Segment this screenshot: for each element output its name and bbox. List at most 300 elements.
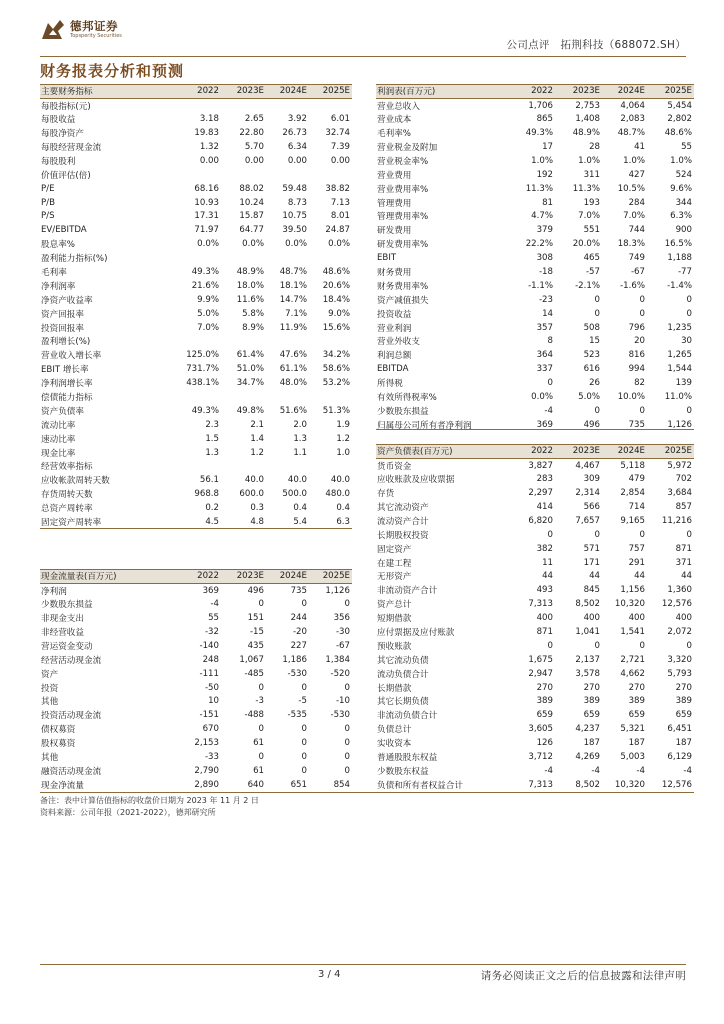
- cell-value: 670: [202, 724, 219, 735]
- cell-value: 1,265: [667, 350, 692, 361]
- cell-value: [266, 98, 309, 112]
- cell-value: 659: [628, 710, 645, 721]
- cell-value: 61.1%: [279, 364, 307, 375]
- cell-value: -20: [292, 627, 307, 637]
- row-label: 管理费用: [377, 198, 412, 209]
- cell-value: 8.9%: [242, 322, 264, 333]
- table-row: [40, 625, 352, 639]
- cell-value: -485: [244, 668, 264, 679]
- disclaimer: 请务必阅读正文之后的信息披露和法律声明: [480, 970, 686, 982]
- row-label: 营业成本: [377, 115, 412, 126]
- cell-value: -33: [204, 752, 219, 763]
- cell-value: 5.0%: [197, 308, 219, 319]
- row-label: 少数股东损益: [377, 406, 429, 417]
- table-row: [376, 140, 694, 154]
- cell-value: 414: [536, 502, 553, 512]
- table-row: [376, 667, 694, 681]
- row-label: 营业利润: [377, 323, 412, 334]
- table-row: [376, 486, 694, 500]
- row-label: 存货: [377, 489, 395, 500]
- table-row: [376, 639, 694, 653]
- cell-value: -1.4%: [667, 280, 692, 291]
- cell-value: 524: [675, 169, 692, 180]
- table-title: 资产负债表(百万元): [376, 445, 506, 459]
- cell-value: 0.0%: [328, 239, 350, 250]
- cell-value: 40.0: [330, 475, 350, 486]
- table-row: [376, 307, 694, 321]
- cell-value: 0: [639, 294, 645, 305]
- cell-value: 20.0%: [572, 239, 600, 250]
- cell-value: 4,237: [575, 724, 600, 735]
- year-header: 2023E: [221, 85, 266, 99]
- cell-value: 10.0%: [617, 392, 645, 403]
- cell-value: 284: [628, 197, 645, 208]
- cell-value: 865: [536, 114, 553, 125]
- company-name-cn: 德邦证券: [70, 19, 118, 33]
- cell-value: 1,067: [239, 654, 264, 665]
- cell-value: 0: [301, 752, 307, 763]
- row-label: P/S: [41, 211, 55, 222]
- table-row: [376, 335, 694, 349]
- table-row: [40, 168, 352, 182]
- cell-value: 192: [536, 169, 553, 180]
- table-row: [40, 196, 352, 210]
- row-label: 负债和所有者权益合计: [377, 780, 463, 791]
- cell-value: 7.39: [330, 142, 350, 152]
- row-label: 资产总计: [377, 600, 412, 611]
- year-header: 2024E: [602, 445, 647, 459]
- cell-value: 7.0%: [578, 211, 600, 222]
- cell-value: [221, 335, 266, 349]
- cell-value: 7,313: [528, 599, 553, 610]
- cell-value: 5,972: [667, 460, 692, 471]
- cell-value: 5,003: [620, 752, 645, 763]
- cell-value: 735: [628, 419, 645, 430]
- cell-value: 171: [583, 557, 600, 568]
- row-label: 长期股权投资: [377, 530, 429, 541]
- table-row: [40, 583, 352, 597]
- cell-value: 291: [628, 557, 645, 568]
- table-row: [40, 223, 352, 237]
- cell-value: 49.3%: [525, 128, 553, 139]
- table-row: [376, 778, 694, 792]
- cell-value: 309: [583, 474, 600, 485]
- cell-value: 4,467: [575, 460, 600, 471]
- cell-value: 1.3: [293, 433, 307, 444]
- table-row: [376, 182, 694, 196]
- cell-value: 0: [301, 724, 307, 735]
- cell-value: 3,605: [528, 724, 553, 735]
- cell-value: 4,064: [620, 100, 645, 111]
- cell-value: 0: [301, 765, 307, 776]
- cell-value: 0: [686, 640, 692, 651]
- table-row: [376, 611, 694, 625]
- table-row: [40, 515, 352, 529]
- cell-value: 28: [589, 142, 600, 152]
- table-row: [376, 597, 694, 611]
- cell-value: 3,712: [528, 752, 553, 763]
- cell-value: 1.0%: [670, 155, 692, 166]
- cell-value: 227: [290, 640, 307, 651]
- row-label: 应收帐款周转天数: [41, 476, 110, 487]
- row-label: 利润总额: [377, 351, 412, 362]
- cell-value: 1,235: [667, 322, 692, 333]
- cell-value: 20.6%: [322, 280, 350, 291]
- cell-value: -50: [204, 682, 219, 693]
- cell-value: 187: [675, 738, 692, 749]
- cell-value: 968.8: [194, 489, 219, 500]
- cell-value: 1,188: [667, 253, 692, 264]
- row-label: 固定资产: [377, 544, 412, 555]
- cell-value: 53.2%: [322, 378, 350, 389]
- cell-value: 1.4: [250, 433, 264, 444]
- cell-value: [266, 460, 309, 474]
- cell-value: 400: [675, 613, 692, 624]
- table-row: [40, 778, 352, 792]
- cell-value: 600.0: [239, 489, 264, 500]
- table-row: [40, 112, 352, 126]
- cell-value: 400: [628, 613, 645, 624]
- cell-value: 0: [594, 405, 600, 416]
- row-label: 盈利能力指标(%): [41, 254, 108, 265]
- cell-value: 508: [583, 322, 600, 333]
- cell-value: 356: [333, 613, 350, 624]
- header-divider: [40, 56, 686, 57]
- cell-value: 571: [583, 543, 600, 554]
- table-row: [376, 500, 694, 514]
- cell-value: 2.65: [244, 114, 264, 125]
- cell-value: 0.0%: [242, 239, 264, 250]
- cell-value: -4: [544, 405, 553, 416]
- table-row: [376, 528, 694, 542]
- table-bottom-rule: [376, 429, 694, 430]
- cell-value: [309, 335, 352, 349]
- row-label: 无形资产: [377, 572, 412, 583]
- cell-value: -32: [204, 627, 219, 637]
- cell-value: [309, 98, 352, 112]
- cell-value: 496: [247, 585, 264, 596]
- table-row: [376, 570, 694, 584]
- year-header: 2022: [506, 85, 555, 99]
- row-label: 每股股利: [41, 156, 76, 167]
- row-label: 股息率%: [41, 240, 75, 251]
- cell-value: [158, 98, 221, 112]
- cell-value: 10: [208, 696, 219, 707]
- row-label: 应付票据及应付账款: [377, 628, 455, 639]
- cell-value: 871: [675, 543, 692, 554]
- cell-value: 3,578: [575, 668, 600, 679]
- cell-value: 7.0%: [197, 322, 219, 333]
- cell-value: -77: [677, 267, 692, 278]
- cell-value: 81: [542, 197, 553, 208]
- cell-value: 55: [208, 613, 219, 624]
- cell-value: 0: [258, 752, 264, 763]
- cell-value: 0.00: [330, 155, 350, 166]
- cash-flow-table: [40, 569, 352, 792]
- cell-value: 1,544: [667, 364, 692, 375]
- cell-value: 56.1: [199, 475, 219, 486]
- year-header: 2023E: [221, 570, 266, 584]
- cell-value: 7,657: [575, 515, 600, 526]
- cell-value: 38.82: [325, 183, 350, 194]
- cell-value: 17.31: [194, 211, 219, 222]
- cell-value: 3,827: [528, 460, 553, 471]
- row-label: 净资产收益率: [41, 295, 93, 306]
- cell-value: 2,721: [620, 654, 645, 665]
- cell-value: 6.3%: [670, 211, 692, 222]
- cell-value: [221, 251, 266, 265]
- cell-value: [266, 168, 309, 182]
- cell-value: 71.97: [194, 225, 219, 236]
- cell-value: 308: [536, 253, 553, 264]
- cell-value: -530: [287, 668, 307, 679]
- cell-value: 0: [686, 529, 692, 540]
- cell-value: 248: [202, 654, 219, 665]
- cell-value: 44: [634, 571, 645, 582]
- cell-value: [158, 168, 221, 182]
- cell-value: 6.34: [287, 142, 307, 152]
- cell-value: 39.50: [282, 225, 307, 236]
- cell-value: 6,451: [667, 724, 692, 735]
- cell-value: 51.6%: [279, 405, 307, 416]
- row-label: 价值评估(倍): [41, 170, 91, 181]
- table-row: [376, 98, 694, 112]
- cell-value: 551: [583, 225, 600, 236]
- cell-value: 22.2%: [525, 239, 553, 250]
- cell-value: [309, 168, 352, 182]
- year-header: 2025E: [309, 570, 352, 584]
- table-row: [40, 736, 352, 750]
- table-row: [40, 708, 352, 722]
- table-row: [376, 154, 694, 168]
- cell-value: 364: [536, 350, 553, 361]
- cell-value: 6.01: [330, 114, 350, 125]
- table-row: [40, 98, 352, 112]
- cell-value: 2,153: [194, 738, 219, 749]
- cell-value: 427: [628, 169, 645, 180]
- row-label: 投资: [41, 683, 59, 694]
- bull-logo-icon: [40, 17, 66, 43]
- cell-value: -67: [630, 267, 645, 278]
- row-label: 在建工程: [377, 558, 412, 569]
- cell-value: 344: [675, 197, 692, 208]
- year-header: 2022: [158, 570, 221, 584]
- row-label: 研发费用率%: [377, 240, 429, 251]
- cell-value: 2,753: [575, 100, 600, 111]
- cell-value: 1,126: [667, 419, 692, 430]
- row-label: 投资回报率: [41, 323, 84, 334]
- cell-value: [266, 251, 309, 265]
- cell-value: 193: [583, 197, 600, 208]
- cell-value: -2.1%: [575, 280, 600, 291]
- data-source: 资料来源：公司年报（2021-2022），德邦研究所: [40, 808, 216, 817]
- table-row: [40, 695, 352, 709]
- table-row: [40, 265, 352, 279]
- cell-value: -3: [255, 696, 264, 707]
- cell-value: 41: [634, 142, 645, 152]
- cell-value: 2.3: [205, 419, 219, 430]
- row-label: 存货周转天数: [41, 490, 93, 501]
- cell-value: 4.5: [205, 517, 219, 528]
- cell-value: 8: [547, 336, 553, 347]
- cell-value: 1.0%: [623, 155, 645, 166]
- cell-value: 7.0%: [623, 211, 645, 222]
- cell-value: 744: [628, 225, 645, 236]
- cell-value: 369: [202, 585, 219, 596]
- cell-value: 11.0%: [664, 392, 692, 403]
- table-row: [40, 126, 352, 140]
- cell-value: 6,820: [528, 515, 553, 526]
- cell-value: 659: [536, 710, 553, 721]
- table-row: [376, 514, 694, 528]
- cell-value: 10.93: [194, 197, 219, 208]
- cell-value: 796: [628, 322, 645, 333]
- cell-value: 0: [639, 529, 645, 540]
- row-label: 所得税: [377, 379, 403, 390]
- cell-value: 2,083: [620, 114, 645, 125]
- cell-value: 8,502: [575, 779, 600, 790]
- row-label: 长期借款: [377, 683, 412, 694]
- cell-value: 2,947: [528, 668, 553, 679]
- cell-value: 49.8%: [236, 405, 264, 416]
- year-header: 2024E: [266, 85, 309, 99]
- cell-value: 0: [639, 640, 645, 651]
- cell-value: -488: [244, 710, 264, 721]
- cell-value: 500.0: [282, 489, 307, 500]
- cell-value: 479: [628, 474, 645, 485]
- cell-value: 0: [301, 682, 307, 693]
- cell-value: 871: [536, 627, 553, 638]
- cell-value: 5.4: [293, 517, 307, 528]
- cell-value: 379: [536, 225, 553, 236]
- cell-value: 438.1%: [186, 378, 219, 389]
- cell-value: 0: [594, 308, 600, 319]
- table-row: [40, 293, 352, 307]
- cell-value: 44: [589, 571, 600, 582]
- cell-value: 20: [634, 336, 645, 347]
- row-label: 营业收入增长率: [41, 351, 102, 362]
- row-label: 少数股东损益: [41, 600, 93, 611]
- cell-value: 0: [258, 682, 264, 693]
- table-row: [40, 653, 352, 667]
- cell-value: 0.00: [287, 155, 307, 166]
- cell-value: 731.7%: [186, 364, 219, 375]
- table-title: 利润表(百万元): [376, 85, 506, 99]
- row-label: 每股经营现金流: [41, 143, 102, 153]
- cell-value: 11: [542, 557, 553, 568]
- cell-value: 12,576: [661, 599, 692, 610]
- cell-value: 58.6%: [322, 364, 350, 375]
- cell-value: 44: [681, 571, 692, 582]
- cell-value: 5.0%: [578, 392, 600, 403]
- table-row: [376, 251, 694, 265]
- row-label: 短期借款: [377, 614, 412, 625]
- cell-value: 55: [681, 142, 692, 152]
- cell-value: -520: [330, 668, 350, 679]
- cell-value: 1,126: [325, 585, 350, 596]
- cell-value: 389: [628, 696, 645, 707]
- cell-value: 11.9%: [279, 322, 307, 333]
- cell-value: 10,320: [614, 779, 645, 790]
- cell-value: 757: [628, 543, 645, 554]
- cell-value: 16.5%: [664, 239, 692, 250]
- row-label: 营业费用: [377, 170, 412, 181]
- cell-value: 2,890: [194, 779, 219, 790]
- cell-value: 1,541: [620, 627, 645, 638]
- cell-value: [221, 168, 266, 182]
- cell-value: 0: [686, 294, 692, 305]
- row-label: 货币资金: [377, 461, 412, 472]
- cell-value: 0.00: [199, 155, 219, 166]
- cell-value: 400: [536, 613, 553, 624]
- cell-value: 0: [547, 529, 553, 540]
- row-label: 毛利率%: [377, 129, 411, 140]
- cell-value: 49.3%: [191, 267, 219, 278]
- cell-value: 6.3: [336, 517, 350, 528]
- row-label: 流动负债合计: [377, 669, 429, 680]
- cell-value: 0: [594, 294, 600, 305]
- row-label: 其它流动资产: [377, 503, 429, 513]
- table-row: [40, 362, 352, 376]
- row-label: 偿债能力指标: [41, 393, 93, 404]
- row-label: 非流动资产合计: [377, 586, 438, 597]
- row-label: 非经营收益: [41, 628, 84, 638]
- table-row: [376, 542, 694, 556]
- cell-value: 0.00: [244, 155, 264, 166]
- row-label: EBIT: [377, 253, 397, 264]
- cell-value: 0: [547, 378, 553, 389]
- cell-value: 854: [333, 779, 350, 790]
- cell-value: 2,854: [620, 488, 645, 499]
- row-label: 其它流动负债: [377, 655, 429, 666]
- cell-value: 1,675: [528, 654, 553, 665]
- table-header-row: [40, 85, 352, 99]
- cell-value: 1.0%: [578, 155, 600, 166]
- cell-value: 88.02: [239, 183, 264, 194]
- cell-value: -140: [199, 640, 219, 651]
- cell-value: 0: [639, 308, 645, 319]
- cell-value: 6,129: [667, 752, 692, 763]
- row-label: 财务费用: [377, 268, 412, 279]
- cell-value: 1.32: [199, 142, 219, 152]
- row-label: P/E: [41, 183, 55, 194]
- row-label: 资产减值损失: [377, 295, 429, 306]
- row-label: 现金净流量: [41, 780, 84, 791]
- cell-value: -4: [591, 765, 600, 776]
- table-row: [40, 404, 352, 418]
- cell-value: 0.3: [250, 503, 264, 514]
- cell-value: 61.4%: [236, 350, 264, 361]
- report-info: 公司点评 拓荆科技（688072.SH）: [506, 39, 686, 51]
- table-row: [40, 722, 352, 736]
- cell-value: [158, 460, 221, 474]
- cell-value: 10.75: [282, 211, 307, 222]
- cell-value: 2,137: [575, 654, 600, 665]
- table-row: [40, 750, 352, 764]
- cell-value: 18.4%: [322, 294, 350, 305]
- cell-value: 40.0: [287, 475, 307, 486]
- row-label: 其他: [41, 697, 59, 708]
- row-label: P/B: [41, 197, 55, 208]
- cell-value: 1,360: [667, 585, 692, 596]
- row-label: 有效所得税率%: [377, 393, 437, 404]
- cell-value: 19.83: [194, 128, 219, 139]
- cell-value: 4,662: [620, 668, 645, 679]
- row-label: 营运资金变动: [41, 641, 93, 652]
- cell-value: 47.6%: [279, 350, 307, 361]
- table-row: [40, 446, 352, 460]
- cell-value: [221, 98, 266, 112]
